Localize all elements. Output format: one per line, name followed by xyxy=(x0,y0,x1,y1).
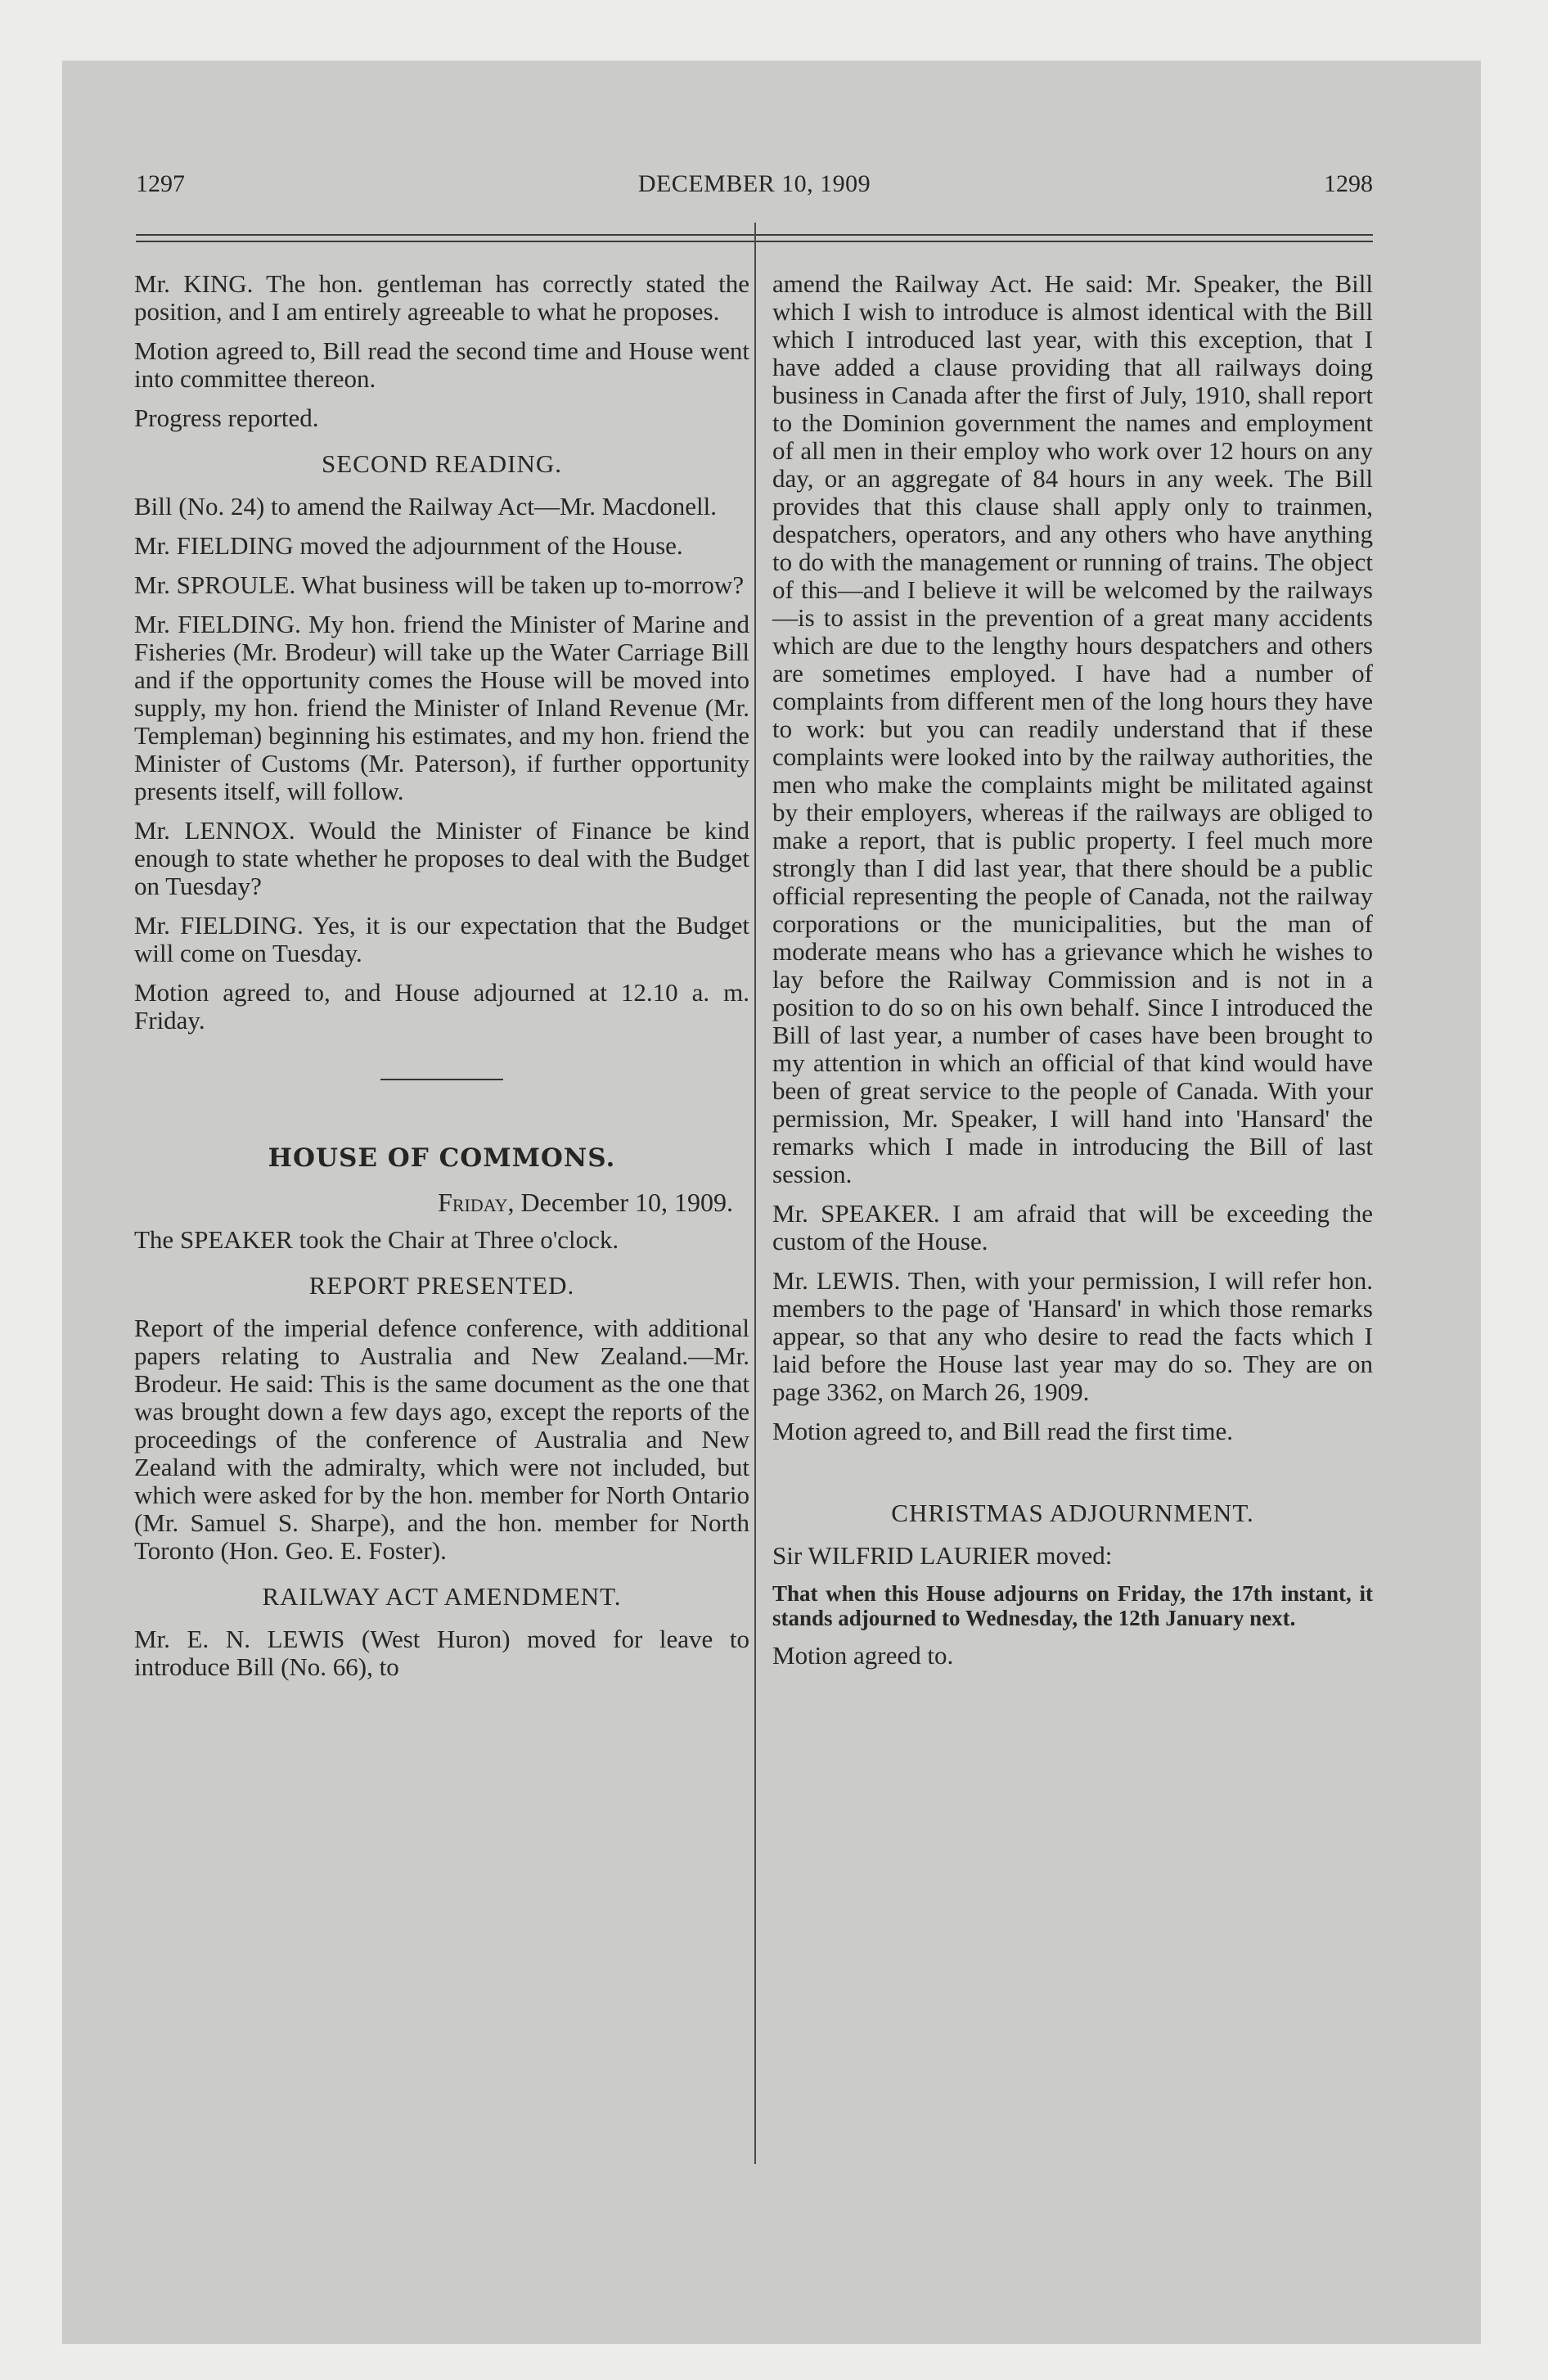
paragraph: Motion agreed to. xyxy=(772,1641,954,1670)
paragraph: Mr. FIELDING. Yes, it is our expectation that the Budget will come on Tuesday. xyxy=(134,911,749,967)
paragraph: Mr. SPROULE. What business will be taken up to-morrow? xyxy=(134,570,745,599)
session-day: Friday, xyxy=(438,1188,515,1217)
paragraph: Progress reported. xyxy=(134,403,319,432)
page-date-title: DECEMBER 10, 1909 xyxy=(637,170,871,197)
section-divider xyxy=(380,1079,503,1080)
paragraph: Mr. KING. The hon. gentleman has correctly stated the position, and I am entirely agreeable to what he proposes. xyxy=(134,269,749,326)
column-divider xyxy=(754,223,756,2164)
left-column xyxy=(134,270,749,1693)
section-heading: RAILWAY ACT AMENDMENT. xyxy=(262,1582,622,1611)
section-heading: SECOND READING. xyxy=(322,449,562,478)
paragraph: Report of the imperial defence conference, with additional papers relating to Australia and New Zealand.—Mr. Brodeur. He said: This is the same document as the one that was brought down a few days ago, except the reports of the proceedings of the conference of Australia and New Zealand with the admiralty, which were not included, but which were asked for by the hon. member for North Ontario (Mr. Samuel S. Sharpe), and the hon. member for North Toronto (Hon. Geo. E. Foster). xyxy=(134,1314,749,1565)
page-number-right: 1298 xyxy=(1324,170,1373,197)
page-header xyxy=(136,170,1373,211)
paragraph: amend the Railway Act. He said: Mr. Speaker, the Bill which I wish to introduce is almost identical with the Bill which I introduced last year, with this exception, that I have added a clause providing that all railways doing business in Canada after the first of July, 1910, shall report to the Dominion government the names and employment of all men in their employ who work over 12 hours on any day, or an aggregate of 84 hours in any week. The Bill provides that this clause shall apply only to trainmen, despatchers, operators, and any others who have anything to do with the management or running of trains. The object of this—and I believe it will be welcomed by the railways—is to assist in the prevention of a great many accidents which are due to the lengthy hours despatchers and others are sometimes employed. I have had a number of complaints from different men of the long hours they have to work: but you can readily understand that if these complaints were looked into by the railway authorities, the men who make the complaints might be militated against by their employers, whereas if the railways are obliged to make a report, that is public property. I feel much more strongly than I did last year, that there should be a public official representing the people of Canada, not the railway corporations or the municipalities, but the man of moderate means who has a grievance which he wishes to lay before the Railway Commission and is not in a position to do so on his own behalf. Since I introduced the Bill of last year, a number of cases have been brought to my attention in which an official of that kind would have been of great service to the people of Canada. With your permission, Mr. Speaker, I will hand into 'Hansard' the remarks which I made in introducing the Bill of last session. xyxy=(772,269,1373,1188)
paragraph: Mr. FIELDING moved the adjournment of the House. xyxy=(134,531,683,560)
paragraph: Bill (No. 24) to amend the Railway Act—Mr. Macdonell. xyxy=(134,492,718,521)
paragraph: Mr. FIELDING. My hon. friend the Minister of Marine and Fisheries (Mr. Brodeur) will take up the Water Carriage Bill and if the opportunity comes the House will be moved into supply, my hon. friend the Minister of Inland Revenue (Mr. Templeman) beginning his estimates, and my hon. friend the Minister of Customs (Mr. Paterson), if further opportunity presents itself, will follow. xyxy=(134,610,749,805)
paragraph: Mr. LENNOX. Would the Minister of Finance be kind enough to state whether he proposes to deal with the Budget on Tuesday? xyxy=(134,816,749,900)
section-heading: REPORT PRESENTED. xyxy=(308,1271,575,1300)
paragraph: Motion agreed to, and House adjourned at 12.10 a. m. Friday. xyxy=(134,978,749,1034)
section-heading: CHRISTMAS ADJOURNMENT. xyxy=(891,1499,1254,1527)
paragraph: Sir WILFRID LAURIER moved: xyxy=(772,1541,1113,1570)
house-title: HOUSE OF COMMONS. xyxy=(268,1143,616,1173)
paragraph: The SPEAKER took the Chair at Three o'clock. xyxy=(134,1225,619,1254)
paragraph: Mr. E. N. LEWIS (West Huron) moved for leave to introduce Bill (No. 66), to xyxy=(134,1625,749,1681)
motion-text: That when this House adjourns on Friday, the 17th instant, it stands adjourned to Wednesday, the 12th January next. xyxy=(772,1581,1373,1630)
paragraph: Motion agreed to, and Bill read the first time. xyxy=(772,1417,1234,1445)
paragraph: Mr. SPEAKER. I am afraid that will be exceeding the custom of the House. xyxy=(772,1199,1373,1255)
page-number-left: 1297 xyxy=(136,170,185,197)
paragraph: Mr. LEWIS. Then, with your permission, I will refer hon. members to the page of 'Hansard' in which those remarks appear, so that any who desire to read the facts which I laid before the House last year may do so. They are on page 3362, on March 26, 1909. xyxy=(772,1266,1373,1406)
right-column xyxy=(772,270,1373,1681)
session-date-text: December 10, 1909. xyxy=(514,1188,733,1217)
session-date xyxy=(134,1188,733,1216)
spacer xyxy=(772,1457,1373,1481)
paragraph: Motion agreed to, Bill read the second time and House went into committee thereon. xyxy=(134,336,749,393)
